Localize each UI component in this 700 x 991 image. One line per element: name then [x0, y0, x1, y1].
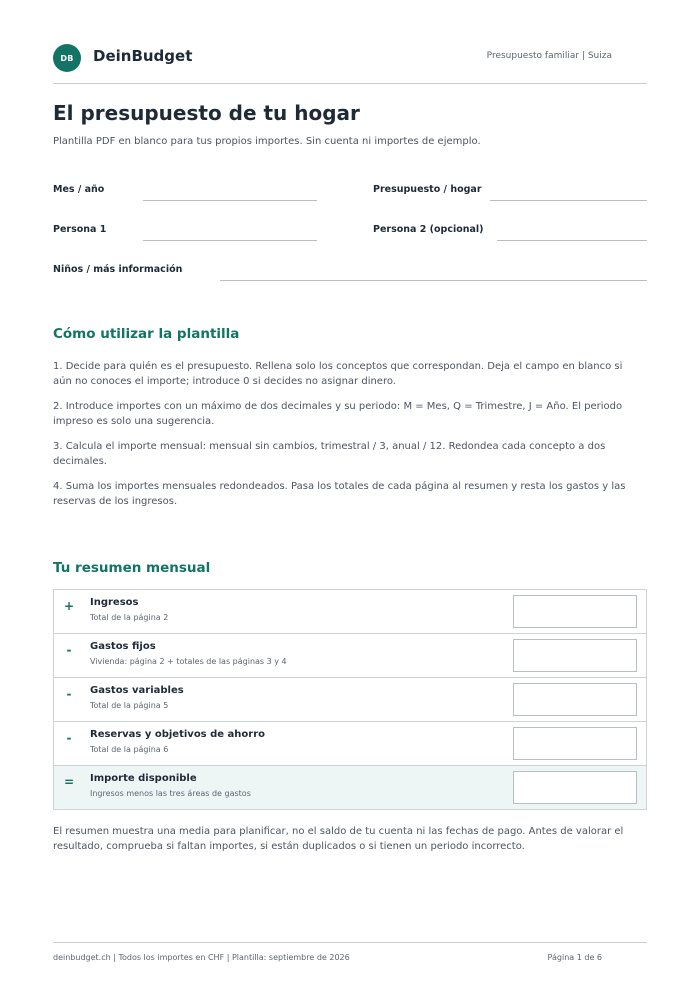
page	[53, 0, 647, 991]
page-title: El presupuesto de tu hogar	[53, 101, 360, 125]
how-to-step-3: 3. Calcula el importe mensual: mensual sin cambios, trimestral / 3, anual / 12. Redondea cada concepto a dos decimales.	[53, 441, 606, 467]
summary-row-desc: Vivienda: página 2 + totales de las páginas 3 y 4	[90, 657, 287, 666]
summary-row-available	[54, 765, 646, 809]
page-subtitle: Plantilla PDF en blanco para tus propios importes. Sin cuenta ni importes de ejemplo.	[53, 136, 481, 147]
summary-row-desc: Total de la página 5	[90, 701, 169, 710]
logo-badge: DB	[53, 44, 81, 72]
available-amount-box[interactable]	[513, 771, 637, 804]
summary-row-desc: Total de la página 6	[90, 745, 169, 754]
savings-amount-box[interactable]	[513, 727, 637, 760]
summary-table	[53, 589, 647, 810]
how-to-step-4: 4. Suma los importes mensuales redondeados. Pasa los totales de cada página al resumen y resta los gastos y las reservas de los ingresos.	[53, 481, 626, 507]
fixed-costs-amount-box[interactable]	[513, 639, 637, 672]
minus-sign: -	[66, 687, 72, 701]
children-label: Niños / más información	[53, 264, 183, 275]
budget-household-field[interactable]	[490, 200, 647, 201]
summary-note: El resumen muestra una media para planificar, no el saldo de tu cuenta ni las fechas de pago. Antes de valorar el resultado, comprueba si faltan importes, si están duplicados o si tienen un periodo incorrecto.	[53, 826, 624, 852]
income-amount-box[interactable]	[513, 595, 637, 628]
minus-sign: -	[66, 731, 72, 745]
summary-heading: Tu resumen mensual	[53, 560, 211, 576]
summary-row-title: Ingresos	[90, 597, 139, 608]
summary-row-title: Reservas y objetivos de ahorro	[90, 729, 266, 740]
budget-household-label: Presupuesto / hogar	[373, 184, 482, 195]
footer-info: deinbudget.ch | Todos los importes en CHF | Plantilla: septiembre de 2026	[53, 953, 350, 962]
person2-field[interactable]	[497, 240, 647, 241]
person1-label: Persona 1	[53, 224, 107, 235]
header-meta: Presupuesto familiar | Suiza	[486, 51, 612, 61]
variable-costs-amount-box[interactable]	[513, 683, 637, 716]
summary-row-desc: Total de la página 2	[90, 613, 169, 622]
summary-row-title: Importe disponible	[90, 773, 197, 784]
person1-field[interactable]	[143, 240, 317, 241]
month-year-label: Mes / año	[53, 184, 105, 195]
summary-row-savings	[54, 721, 646, 765]
brand-name: DeinBudget	[93, 47, 193, 65]
summary-row-title: Gastos variables	[90, 685, 184, 696]
children-field[interactable]	[220, 280, 647, 281]
summary-row-income	[54, 590, 646, 633]
how-to-step-1: 1. Decide para quién es el presupuesto. Rellena solo los conceptos que correspondan. Deja el campo en blanco si aún no conoces el importe; introduce 0 si decides no asignar dinero.	[53, 361, 623, 387]
how-to-heading: Cómo utilizar la plantilla	[53, 326, 240, 342]
equals-sign: =	[63, 775, 75, 789]
month-year-field[interactable]	[143, 200, 317, 201]
header	[53, 42, 647, 74]
summary-row-fixed-costs	[54, 633, 646, 677]
minus-sign: -	[66, 643, 72, 657]
plus-sign: +	[63, 599, 75, 613]
page-number: Página 1 de 6	[547, 953, 602, 962]
footer-divider	[53, 942, 647, 943]
summary-row-desc: Ingresos menos las tres áreas de gastos	[90, 789, 251, 798]
header-divider	[53, 83, 647, 84]
how-to-step-2: 2. Introduce importes con un máximo de dos decimales y su periodo: M = Mes, Q = Trimestre, J = Año. El periodo impreso es solo una sugerencia.	[53, 401, 623, 427]
summary-row-title: Gastos fijos	[90, 641, 156, 652]
person2-label: Persona 2 (opcional)	[373, 224, 484, 235]
summary-row-variable-costs	[54, 677, 646, 721]
